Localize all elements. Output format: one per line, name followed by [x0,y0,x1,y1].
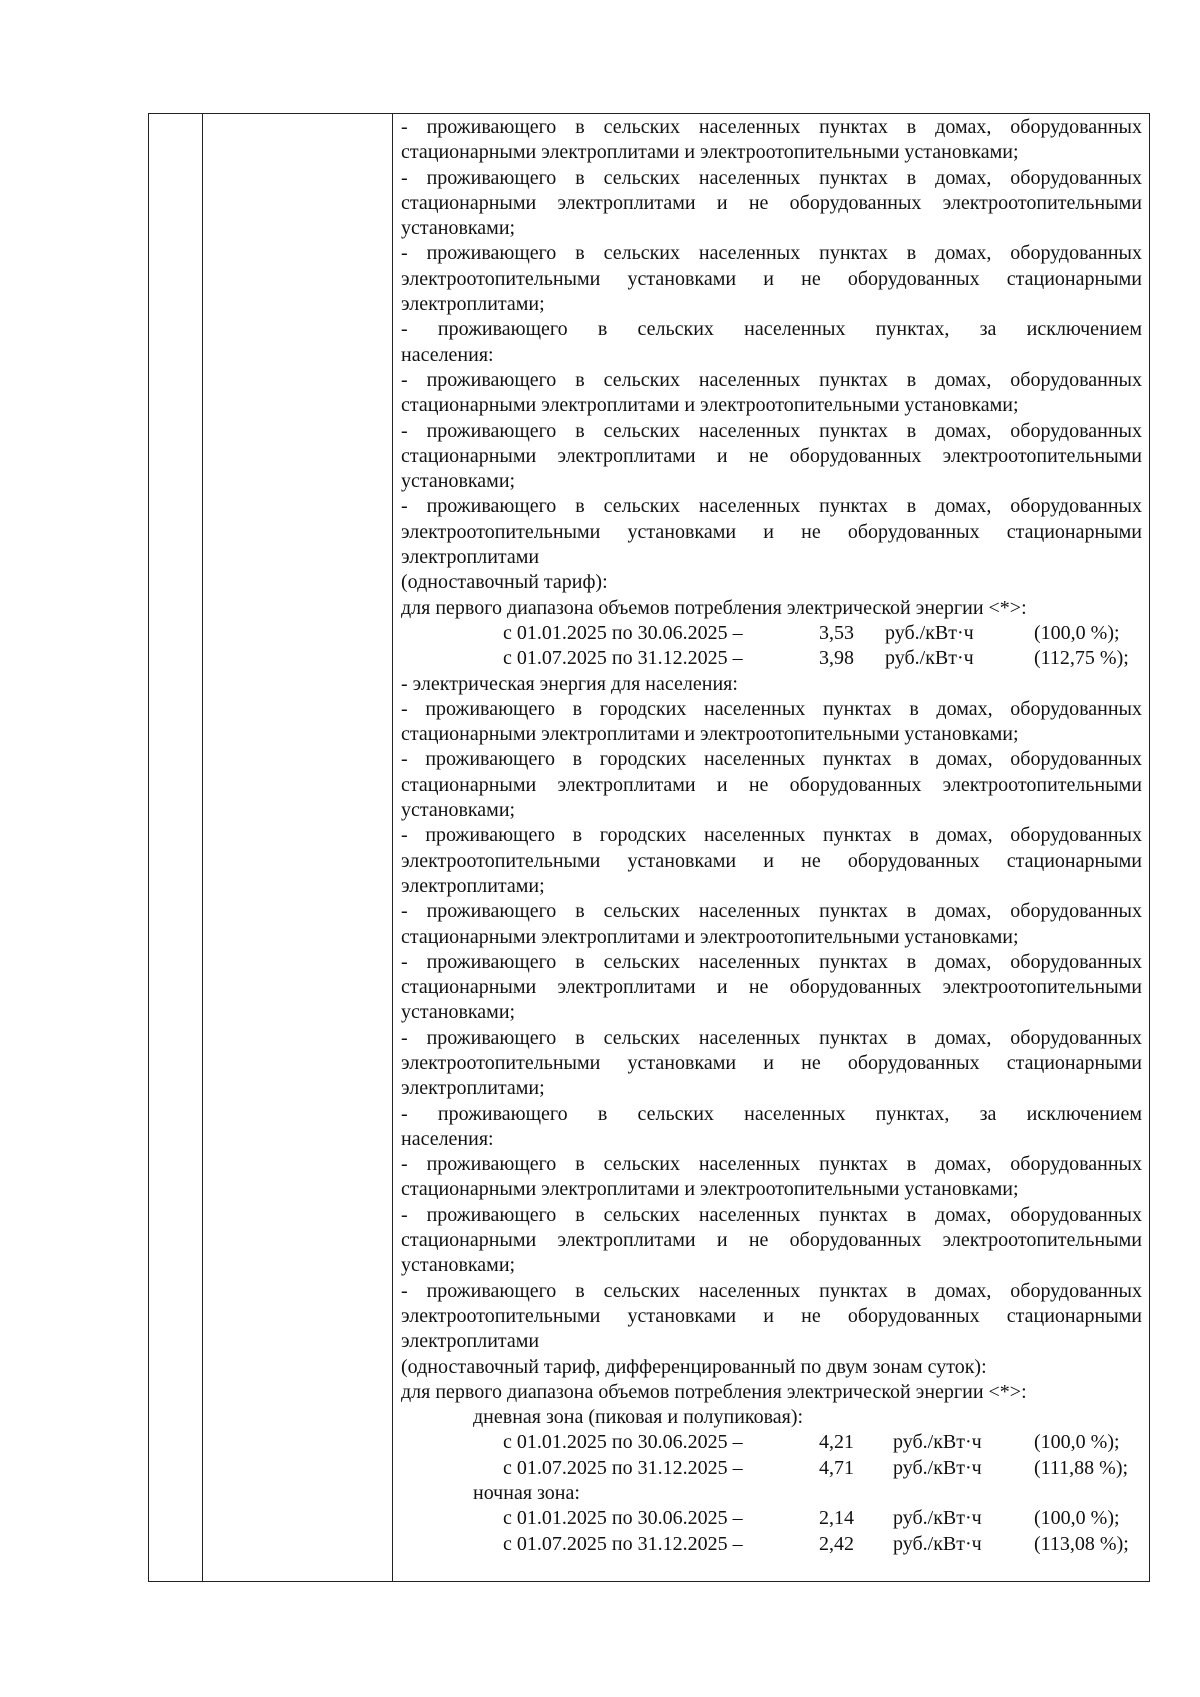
text-line: - проживающего в сельских населенных пунктах в домах, оборудованных [401,900,1142,923]
text-line: электроплитами [401,1330,540,1353]
rate-percent: (100,0 %); [1034,1507,1120,1530]
text-line: - проживающего в сельских населенных пунктах в домах, оборудованных [401,1153,1142,1176]
text-line: электроотопительными установками и не оборудованных стационарными [401,849,1142,872]
rate-period: с 01.01.2025 по 30.06.2025 – [503,1507,743,1530]
text-line: - проживающего в городских населенных пунктах в домах, оборудованных [401,824,1142,847]
rate-period: с 01.01.2025 по 30.06.2025 – [503,621,743,644]
rate-row [401,1506,1142,1531]
text-line: - проживающего в сельских населенных пунктах в домах, оборудованных [401,495,1142,518]
text-block [401,672,1142,1406]
text-line: установками; [401,470,516,493]
rate-row [401,1456,1142,1481]
rate-unit: руб./кВт·ч [893,1431,982,1454]
rate-period: с 01.07.2025 по 31.12.2025 – [503,1532,743,1555]
text-line: - проживающего в сельских населенных пунктах в домах, оборудованных [401,1026,1142,1049]
text-line: стационарными электроплитами и электроотопительными установками; [401,394,1019,417]
text-line: - проживающего в сельских населенных пунктах, за исключением [401,318,1142,341]
text-line: - проживающего в городских населенных пунктах в домах, оборудованных [401,697,1142,720]
rate-percent: (112,75 %); [1034,647,1129,670]
rate-value: 3,98 [819,647,854,670]
rate-unit: руб./кВт·ч [885,647,974,670]
text-line: - проживающего в сельских населенных пунктах в домах, оборудованных [401,1279,1142,1302]
text-line: для первого диапазона объемов потребления электрической энергии <*>: [401,596,1027,619]
tariff-description-cell [401,115,1142,1557]
tariff-table [148,113,1150,1582]
text-line: установками; [401,1254,516,1277]
day-zone-label: дневная зона (пиковая и полупиковая): [473,1406,804,1429]
text-line: - проживающего в сельских населенных пунктах в домах, оборудованных [401,166,1142,189]
rate-percent: (100,0 %); [1034,621,1120,644]
rate-value: 2,14 [819,1507,854,1530]
rate-row [401,621,1142,646]
rate-percent: (111,88 %); [1034,1456,1129,1479]
text-line: - проживающего в городских населенных пунктах в домах, оборудованных [401,748,1142,771]
text-line: электроплитами; [401,874,545,897]
text-line: электроотопительными установками и не оборудованных стационарными [401,1304,1142,1327]
rate-period: с 01.01.2025 по 30.06.2025 – [503,1431,743,1454]
text-line: - проживающего в сельских населенных пунктах в домах, оборудованных [401,242,1142,265]
rate-unit: руб./кВт·ч [893,1532,982,1555]
text-line: электроотопительными установками и не оборудованных стационарными [401,520,1142,543]
text-line: населения: [401,343,494,366]
rate-unit: руб./кВт·ч [893,1456,982,1479]
text-line: - проживающего в сельских населенных пунктах в домах, оборудованных [401,1203,1142,1226]
text-line: стационарными электроплитами и электроотопительными установками; [401,1178,1019,1201]
rate-value: 4,21 [819,1431,854,1454]
rate-block [401,621,1142,672]
text-line: стационарными электроплитами и не оборудованных электроотопительными [401,976,1142,999]
text-line: - проживающего в сельских населенных пунктах в домах, оборудованных [401,950,1142,973]
rate-unit: руб./кВт·ч [893,1507,982,1530]
text-line: - проживающего в сельских населенных пунктах, за исключением [401,1102,1142,1125]
rate-value: 4,71 [819,1456,854,1479]
rate-value: 2,42 [819,1532,854,1555]
text-line: - электрическая энергия для населения: [401,672,738,695]
text-line: стационарными электроплитами и не оборудованных электроотопительными [401,191,1142,214]
text-line: электроплитами; [401,1077,545,1100]
text-line: установками; [401,1001,516,1024]
column-divider [202,114,203,1581]
rate-value: 3,53 [819,621,854,644]
text-line: электроплитами; [401,293,545,316]
text-line: стационарными электроплитами и не оборудованных электроотопительными [401,773,1142,796]
text-line: стационарными электроплитами и электроотопительными установками; [401,925,1019,948]
rate-block [401,1506,1142,1557]
text-line: - проживающего в сельских населенных пунктах в домах, оборудованных [401,368,1142,391]
rate-block [401,1430,1142,1481]
text-line: установками; [401,799,516,822]
text-block [401,115,1142,621]
text-line: установками; [401,217,516,240]
text-line: - проживающего в сельских населенных пунктах в домах, оборудованных [401,116,1142,138]
rate-row [401,1532,1142,1557]
rate-period: с 01.07.2025 по 31.12.2025 – [503,647,743,670]
rate-percent: (100,0 %); [1034,1431,1120,1454]
column-divider [392,114,393,1581]
text-line: электроплитами [401,546,540,569]
night-zone-label: ночная зона: [473,1482,580,1505]
text-line: (одноставочный тариф, дифференцированный по двум зонам суток): [401,1355,987,1378]
rate-row [401,646,1142,671]
rate-row [401,1430,1142,1455]
text-line: стационарными электроплитами и электроотопительными установками; [401,141,1019,164]
rate-period: с 01.07.2025 по 31.12.2025 – [503,1456,743,1479]
text-line: стационарными электроплитами и не оборудованных электроотопительными [401,444,1142,467]
rate-percent: (113,08 %); [1034,1532,1129,1555]
text-line: населения: [401,1127,494,1150]
text-line: (одноставочный тариф): [401,571,608,594]
rate-unit: руб./кВт·ч [885,621,974,644]
text-line: - проживающего в сельских населенных пунктах в домах, оборудованных [401,419,1142,442]
text-line: стационарными электроплитами и электроотопительными установками; [401,723,1019,746]
text-line: стационарными электроплитами и не оборудованных электроотопительными [401,1229,1142,1252]
text-line: электроотопительными установками и не оборудованных стационарными [401,267,1142,290]
text-line: электроотопительными установками и не оборудованных стационарными [401,1051,1142,1074]
text-line: для первого диапазона объемов потребления электрической энергии <*>: [401,1380,1027,1403]
